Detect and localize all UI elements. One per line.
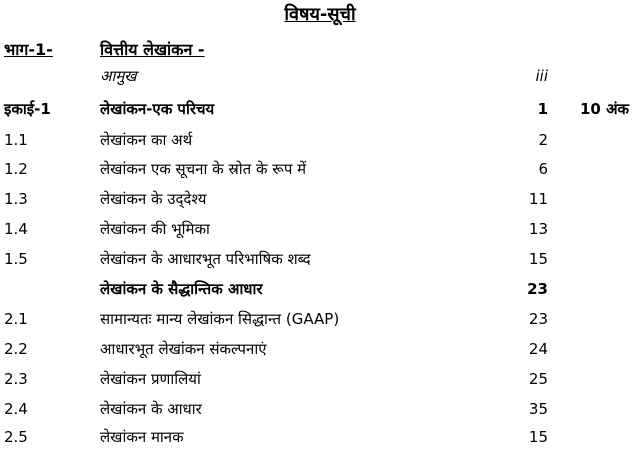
- toc-row: [0, 335, 640, 364]
- toc-row-page: 35: [528, 400, 548, 418]
- toc-row-number: 2.2: [4, 340, 28, 358]
- toc-row-number: 2.1: [4, 310, 28, 328]
- toc-row-page: 24: [528, 340, 548, 358]
- toc-row: [0, 395, 640, 424]
- toc-row-text: लेखांकन-एक परिचय: [100, 100, 215, 118]
- toc-row-page: 2: [538, 131, 548, 149]
- toc-row-number: 1.5: [4, 250, 28, 268]
- toc-row-text: आमुख: [100, 67, 137, 85]
- toc-row-number: 1.2: [4, 160, 28, 178]
- part-heading: [0, 38, 640, 62]
- toc-row-page: 1: [537, 100, 548, 118]
- toc-row-number: 1.1: [4, 131, 28, 149]
- part-number: भाग-1-: [4, 40, 53, 59]
- toc-row-number: 1.4: [4, 220, 28, 238]
- toc-row: [0, 126, 640, 155]
- toc-row-marks: 10 अंक: [580, 100, 630, 118]
- toc-row-text: आधारभूत लेखांकन संकल्पनाएं: [100, 340, 267, 358]
- toc-row-preface: [0, 62, 640, 91]
- toc-row-page: 6: [538, 160, 548, 178]
- toc-row-page: 15: [528, 250, 548, 268]
- toc-row-page: 15: [528, 428, 548, 446]
- part-title: वित्तीय लेखांकन -: [100, 40, 205, 59]
- toc-row-page: 25: [528, 370, 548, 388]
- toc-row-text: लेखांकन का अर्थ: [100, 131, 193, 149]
- toc-row-text: लेखांकन की भूमिका: [100, 220, 210, 238]
- toc-row-page: 23: [528, 310, 548, 328]
- toc-row-number: इकाई-1: [4, 100, 51, 118]
- toc-row-number: 2.3: [4, 370, 28, 388]
- toc-row-text: लेखांकन के सैद्धान्तिक आधार: [100, 280, 263, 298]
- toc-row-text: सामान्यतः मान्य लेखांकन सिद्धान्त (GAAP): [100, 310, 340, 328]
- toc-row: [0, 215, 640, 244]
- toc-row-number: 1.3: [4, 190, 28, 208]
- toc-row-text: लेखांकन एक सूचना के स्रोत के रूप में: [100, 160, 307, 178]
- toc-row-page: 11: [528, 190, 548, 208]
- toc-row-text: लेखांकन के आधार: [100, 400, 202, 418]
- toc-row-unit-1: [0, 95, 640, 124]
- toc-row: [0, 305, 640, 334]
- toc-row-page: 13: [528, 220, 548, 238]
- toc-row-unit-heading: [0, 275, 640, 304]
- toc-row: [0, 185, 640, 214]
- toc-row-page: 23: [527, 280, 548, 298]
- toc-row-number: 2.5: [4, 428, 28, 446]
- page-title: विषय-सूची: [284, 4, 356, 25]
- toc-row-text: लेखांकन के आधारभूत परिभाषिक शब्द: [100, 250, 311, 268]
- toc-row-text: लेखांकन मानक: [100, 428, 184, 446]
- toc-row: [0, 245, 640, 274]
- toc-row: [0, 365, 640, 394]
- toc-row-text: लेखांकन प्रणालियां: [100, 370, 201, 388]
- toc-row-number: 2.4: [4, 400, 28, 418]
- toc-row-page: iii: [535, 67, 548, 85]
- toc-row-text: लेखांकन के उद्‌देश्य: [100, 190, 207, 208]
- toc-row: [0, 155, 640, 184]
- toc-row: [0, 423, 640, 452]
